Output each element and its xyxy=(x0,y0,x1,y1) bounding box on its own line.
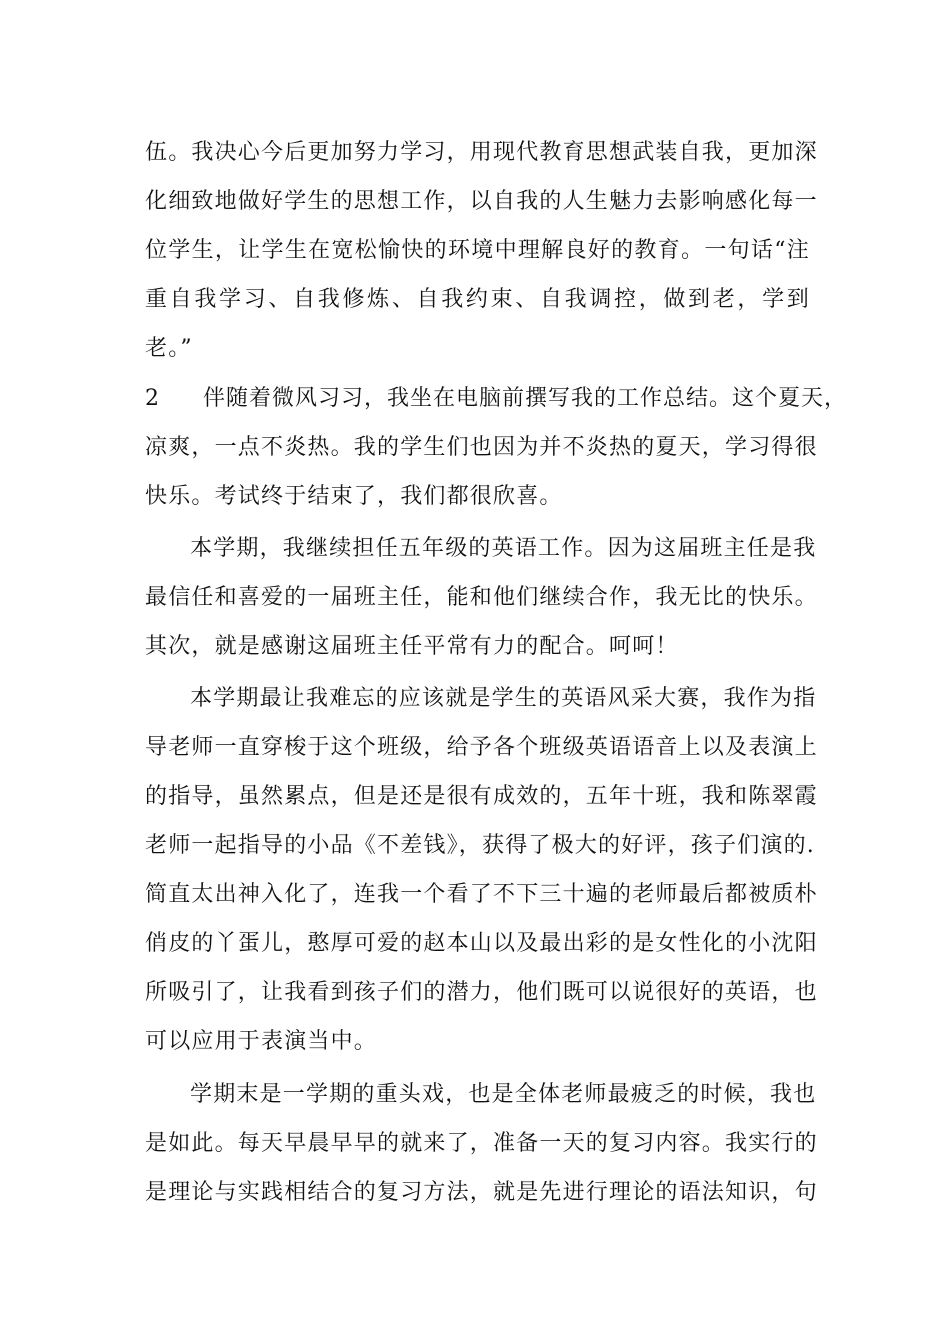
paragraph-first-line: 本学期最让我难忘的应该就是学生的英语风采大赛，我作为指 xyxy=(190,686,817,711)
text-line: 俏皮的丫蛋儿，憨厚可爱的赵本山以及最出彩的是女性化的小沈阳 xyxy=(145,931,818,956)
text-line: 导老师一直穿梭于这个班级，给予各个班级英语语音上以及表演上 xyxy=(145,735,818,760)
paragraph-first-line: 学期末是一学期的重头戏，也是全体老师最疲乏的时候，我也 xyxy=(190,1082,817,1107)
text-line: 伍。我决心今后更加努力学习，用现代教育思想武装自我，更加深 xyxy=(145,140,818,165)
text-line: 简直太出神入化了，连我一个看了不下三十遍的老师最后都被质朴 xyxy=(145,882,818,907)
section-first-line: 伴随着微风习习，我坐在电脑前撰写我的工作总结。这个夏天， xyxy=(203,386,848,411)
text-line: 快乐。考试终于结束了，我们都很欣喜。 xyxy=(145,484,563,509)
text-line: 老师一起指导的小品《不差钱》，获得了极大的好评，孩子们演的. xyxy=(145,833,815,858)
text-line: 化细致地做好学生的思想工作，以自我的人生魅力去影响感化每一 xyxy=(145,189,818,214)
text-line: 其次，就是感谢这届班主任平常有力的配合。呵呵！ xyxy=(145,634,679,659)
section-heading-row xyxy=(145,379,848,419)
text-line: 的指导，虽然累点，但是还是很有成效的，五年十班，我和陈翠霞 xyxy=(145,784,818,809)
section-number: 2 xyxy=(145,386,159,411)
text-line: 位学生，让学生在宽松愉快的环境中理解良好的教育。一句话“注 xyxy=(145,238,810,263)
text-line: 老。” xyxy=(145,336,193,361)
text-line: 凉爽，一点不炎热。我的学生们也因为并不炎热的夏天，学习得很 xyxy=(145,435,818,460)
text-line: 是理论与实践相结合的复习方法，就是先进行理论的语法知识，句 xyxy=(145,1180,818,1205)
text-line: 最信任和喜爱的一届班主任，能和他们继续合作，我无比的快乐。 xyxy=(145,585,818,610)
text-line: 重自我学习、自我修炼、自我约束、自我调控，做到老，学到 xyxy=(145,287,810,312)
text-line: 可以应用于表演当中。 xyxy=(145,1029,378,1054)
paragraph-first-line: 本学期，我继续担任五年级的英语工作。因为这届班主任是我 xyxy=(190,536,817,561)
text-line: 所吸引了，让我看到孩子们的潜力，他们既可以说很好的英语，也 xyxy=(145,980,818,1005)
text-line: 是如此。每天早晨早早的就来了，准备一天的复习内容。我实行的 xyxy=(145,1131,818,1156)
